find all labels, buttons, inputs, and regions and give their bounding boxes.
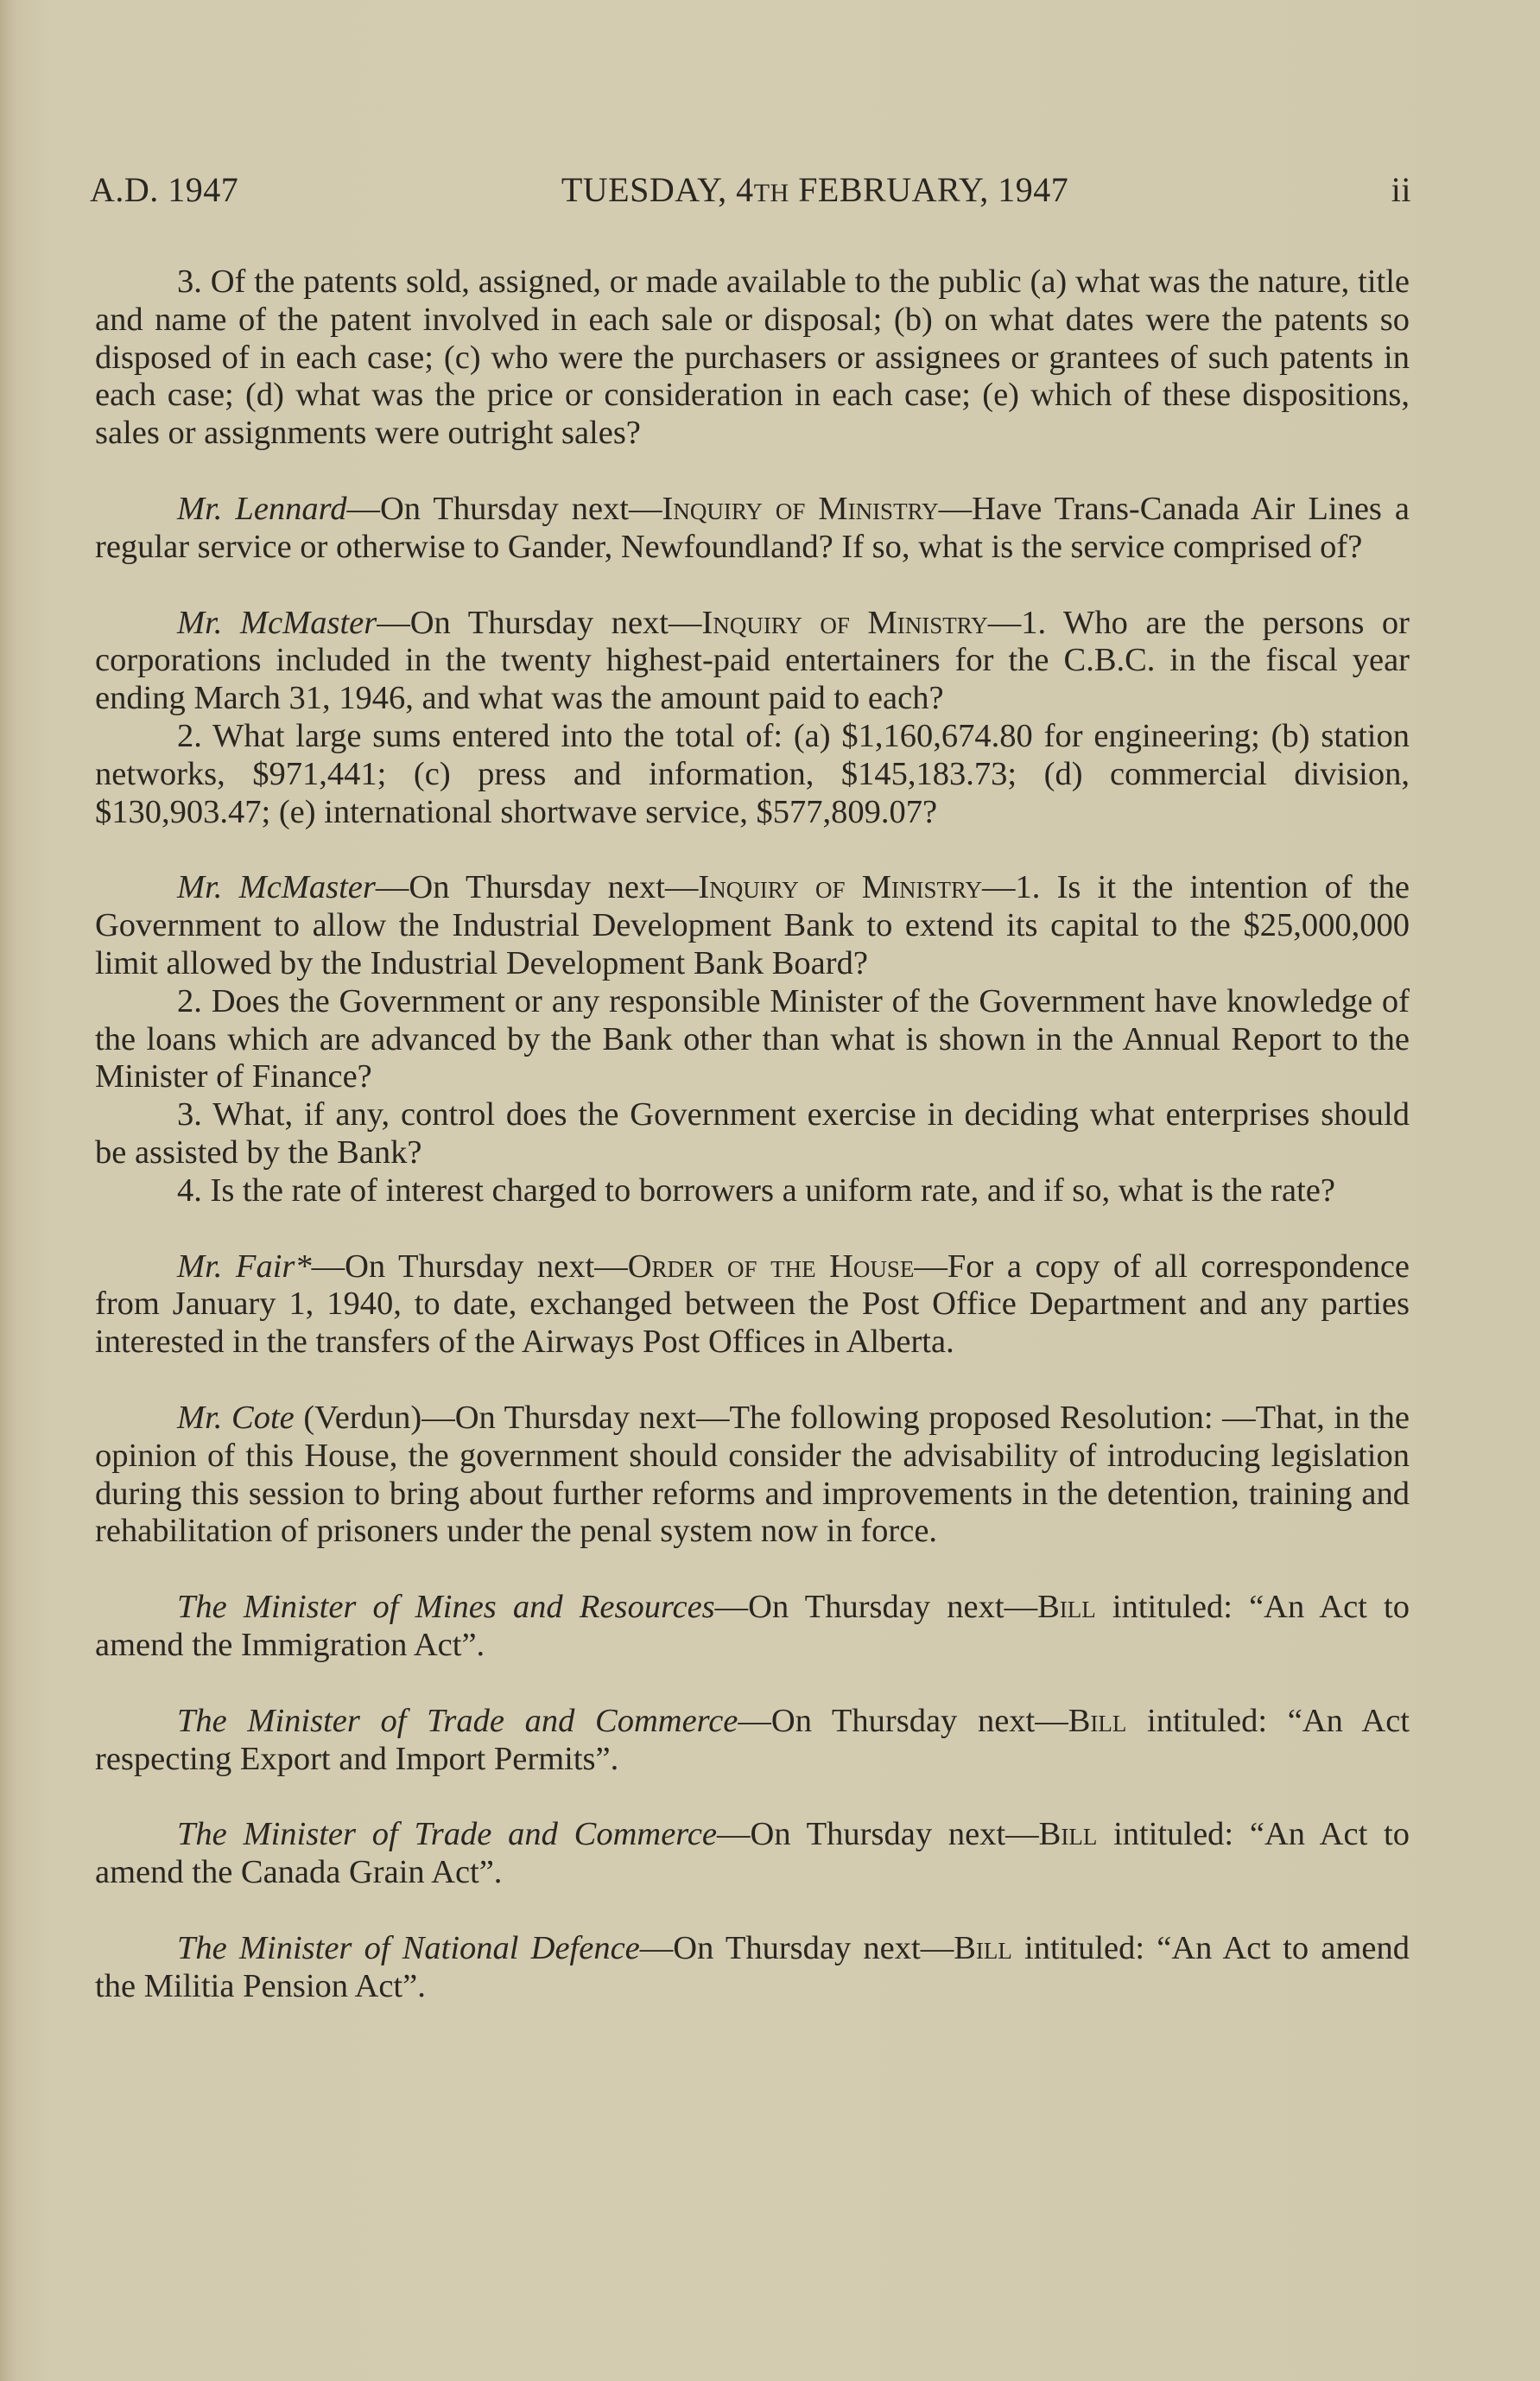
item-type: Bill — [1037, 1589, 1096, 1626]
item-type: Order of the House — [627, 1248, 915, 1285]
bill-item: The Minister of Trade and Commerce—On Thursday next—Bill intituled: “An Act respecting Export and Import Permits”. — [95, 1702, 1410, 1777]
header-page-number: ii — [1391, 170, 1411, 209]
item-type: Inquiry of Ministry — [698, 869, 982, 906]
item-mcmaster-bank: Mr. McMaster—On Thursday next—Inquiry of Ministry—1. Is it the intention of the Government to allow the Industrial Development Bank to extend its capital to the $25,000,000 limit allowed by the Industrial Development Bank Board? 2. Does the Government or any responsible Minister of the Government have knowledge of the loans which are advanced by the Bank other than what is shown in the Annual Report to the Minister of Finance? 3. What, if any, control does the Government exercise in deciding what enterprises should be assisted by the Bank? 4. Is the rate of interest charged to borrowers a uniform rate, and if so, what is the rate? — [95, 869, 1410, 1209]
item-type: Bill — [1068, 1702, 1127, 1739]
sub-question: 3. What, if any, control does the Government exercise in deciding what enterprises should be assisted by the Bank? — [95, 1096, 1410, 1171]
sub-question: 2. Does the Government or any responsible Minister of the Government have knowledge of the loans which are advanced by the Bank other than what is shown in the Annual Report to the Minister of Finance? — [95, 982, 1410, 1095]
member-name: Mr. Fair* — [177, 1248, 312, 1285]
item-mcmaster-cbc: Mr. McMaster—On Thursday next—Inquiry of Ministry—1. Who are the persons or corporations included in the twenty highest-paid entertainers for the C.B.C. in the fiscal year ending March 31, 1946, and what was the amount paid to each? 2. What large sums entered into the total of: (a) $1,160,674.80 for engineering; (b) station networks, $971,441; (c) press and information, $145,183.73; (d) commercial division, $130,903.47; (e) international shortwave service, $577,809.07? — [95, 604, 1410, 830]
member-name: Mr. McMaster — [177, 604, 377, 641]
member-name: Mr. Lennard — [177, 490, 347, 527]
minister-name: The Minister of Trade and Commerce — [177, 1702, 738, 1739]
item-cote: Mr. Cote (Verdun)—On Thursday next—The following proposed Resolution: —That, in the opinion of this House, the government should consider the advisability of introducing legislation during this session to bring about further reforms and improvements in the detention, training and rehabilitation of prisoners under the penal system now in force. — [95, 1399, 1410, 1550]
bill-item: The Minister of Trade and Commerce—On Thursday next—Bill intituled: “An Act to amend the Canada Grain Act”. — [95, 1816, 1410, 1891]
item-lennard: Mr. Lennard—On Thursday next—Inquiry of Ministry—Have Trans-Canada Air Lines a regular service or otherwise to Gander, Newfoundland? If so, what is the service comprised of? — [95, 490, 1410, 565]
member-name: Mr. Cote — [177, 1399, 295, 1436]
item-type: Inquiry of Ministry — [701, 604, 988, 641]
minister-name: The Minister of Trade and Commerce — [177, 1816, 718, 1853]
item-type: Inquiry of Ministry — [662, 490, 939, 527]
question-3-patents: 3. Of the patents sold, assigned, or made available to the public (a) what was the nature, title and name of the patent involved in each sale or disposal; (b) on what dates were the patents so disposed of in each case; (c) who were the purchasers or assignees or grantees of such patents in each case; (d) what was the price or consideration in each case; (e) which of these dispositions, sales or assignments were outright sales? — [95, 263, 1410, 452]
page-header — [90, 169, 1411, 210]
journal-content — [95, 263, 1410, 2043]
header-date: TUESDAY, 4TH FEBRUARY, 1947 — [561, 170, 1069, 209]
item-type: Bill — [954, 1929, 1012, 1966]
bill-item: The Minister of Mines and Resources—On Thursday next—Bill intituled: “An Act to amend the Immigration Act”. — [95, 1589, 1410, 1663]
minister-name: The Minister of Mines and Resources — [177, 1589, 715, 1626]
item-fair: Mr. Fair*—On Thursday next—Order of the House—For a copy of all correspondence from January 1, 1940, to date, exchanged between the Post Office Department and any parties interested in the transfers of the Airways Post Offices in Alberta. — [95, 1248, 1410, 1361]
item-type: Bill — [1038, 1816, 1098, 1853]
bill-item: The Minister of National Defence—On Thursday next—Bill intituled: “An Act to amend the Militia Pension Act”. — [95, 1929, 1410, 2004]
sub-question: 2. What large sums entered into the total of: (a) $1,160,674.80 for engineering; (b) station networks, $971,441; (c) press and information, $145,183.73; (d) commercial division, $130,903.47; (e) international shortwave service, $577,809.07? — [95, 717, 1410, 830]
sub-question: 4. Is the rate of interest charged to borrowers a uniform rate, and if so, what is the rate? — [177, 1171, 1335, 1209]
header-year: A.D. 1947 — [90, 170, 239, 209]
minister-name: The Minister of National Defence — [177, 1929, 640, 1966]
member-name: Mr. McMaster — [177, 869, 376, 906]
